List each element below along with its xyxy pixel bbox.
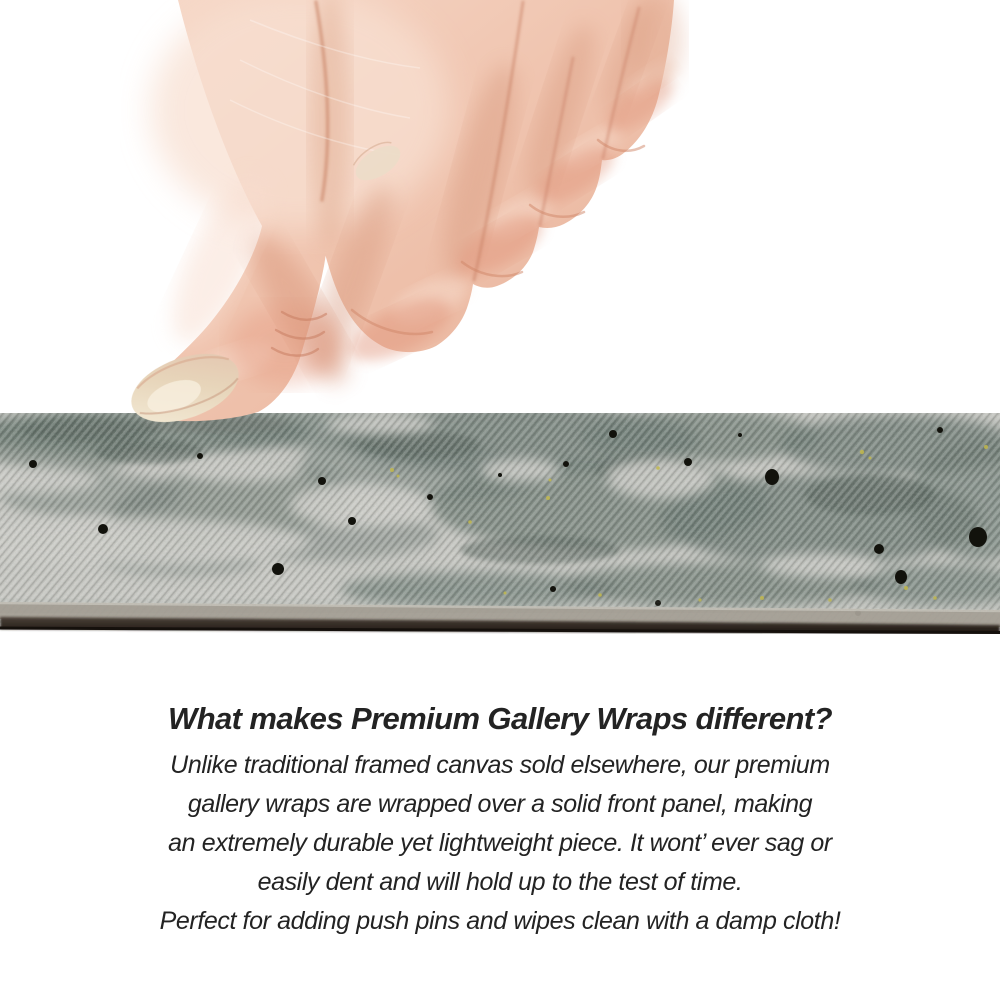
- info-line-2: gallery wraps are wrapped over a solid front panel, making: [187, 790, 813, 818]
- info-line-5: Perfect for adding push pins and wipes clean with a damp cloth!: [159, 907, 841, 935]
- info-line-1: Unlike traditional framed canvas sold elsewhere, our premium: [170, 751, 830, 779]
- info-text-block: [0, 701, 1000, 941]
- hand-photo: [122, 0, 683, 435]
- info-line-3: an extremely durable yet lightweight piece. It wont’ ever sag or: [168, 829, 832, 857]
- canvas-strip: [0, 404, 1000, 634]
- info-line-4: easily dent and will hold up to the test of time.: [257, 868, 743, 896]
- info-heading: What makes Premium Gallery Wraps different?: [168, 701, 832, 736]
- canvas-weave-texture: [0, 413, 1000, 625]
- hand-highlight-back: [150, 0, 450, 230]
- hand-shade-crease: [310, 0, 350, 250]
